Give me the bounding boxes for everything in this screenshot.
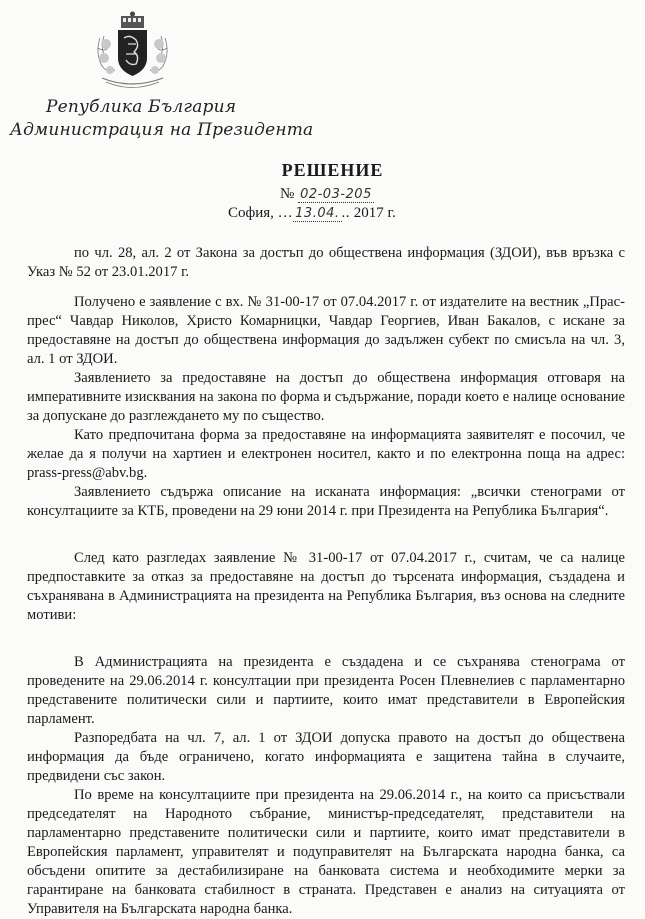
paragraph-request-received: Получено е заявление с вх. № 31-00-17 от 07.04.2017 г. от издателите на вестник „Прас-прес“ Чавдар Николов, Христо Комарницки, Чавдар Георгиев, Иван Бакалов, с искане за предоставяне на достъп до обществена информация до задължен субект по смисъла на чл. 3, ал. 1 от ЗДОИ. xyxy=(27,294,625,367)
decision-date xyxy=(228,205,396,222)
date-dots-before: … xyxy=(277,205,294,221)
letterhead-administration: Администрация на Президента xyxy=(10,120,314,140)
letterhead-republic: Република България xyxy=(46,97,237,117)
paragraph-preferred-form: Като предпочитана форма за предоставяне на информацията заявителят е посочил, че желае да я получи на хартиен и електронен носител, както и по електронна поща на адрес: prass-press@abv.bg. xyxy=(27,427,625,481)
decision-number xyxy=(280,186,374,203)
paragraph-refusal-grounds: След като разгледах заявление № 31-00-17 от 07.04.2017 г., считам, че са налице предпоставките за отказ за предоставяне на достъп до търсената информация, създадена и съхранявана в Администрацията на президента на Република България, въз основа на следните мотиви: xyxy=(27,550,625,623)
paragraph-requirements: Заявлението за предоставяне на достъп до обществена информация отговаря на императивните изисквания на закона по форма и съдържание, поради което е налице основание за допускане до разглеждането му по същество. xyxy=(27,370,625,424)
number-prefix: № xyxy=(280,186,295,202)
paragraph-consultations: По време на консултациите при президента на 29.06.2014 г., на които са присъствали председателят на Народното събрание, министър-председателят, представители на парламентарно представените политически сили и партиите, които имат представители в Европейския парламент, управителят и подуправителят на Българската народна банка, са обсъдени опитите за дестабилизиране на банковата система и необходимите мерки за гарантиране на банковата стабилност в страната. Представен е анализ на ситуацията от Управителя на Българската народна банка. xyxy=(27,787,625,917)
paragraph-restriction: Разпоредбата на чл. 7, ал. 1 от ЗДОИ допуска правото на достъп до обществена информация да бъде ограничено, когато информацията е защитена тайна в случаите, предвидени със закон. xyxy=(27,730,625,784)
document-title: РЕШЕНИЕ xyxy=(281,160,384,180)
date-city: София, xyxy=(228,205,274,221)
handwritten-number: 02-03-205 xyxy=(300,187,372,202)
handwritten-date: 13.04. xyxy=(295,206,340,221)
document-body xyxy=(27,244,625,919)
letterhead xyxy=(0,0,320,150)
coat-of-arms-icon xyxy=(90,8,175,93)
date-year: 2017 г. xyxy=(353,205,396,221)
date-dots-after: .. xyxy=(341,205,351,221)
paragraph-requested-info: Заявлението съдържа описание на исканата информация: „всички стенограми от консултациите за КТБ, проведени на 29 юни 2014 г. при Президента на Република България“. xyxy=(27,484,625,519)
paragraph-legal-basis: по чл. 28, ал. 2 от Закона за достъп до обществена информация (ЗДОИ), във връзка с Указ № 52 от 23.01.2017 г. xyxy=(27,245,625,280)
paragraph-transcript: В Администрацията на президента е създадена и се съхранява стенограма от проведените на 29.06.2014 г. консултации при президента Росен Плевнелиев с парламентарно представените политически сили и партиите, които имат представители в Европейския парламент. xyxy=(27,654,625,727)
